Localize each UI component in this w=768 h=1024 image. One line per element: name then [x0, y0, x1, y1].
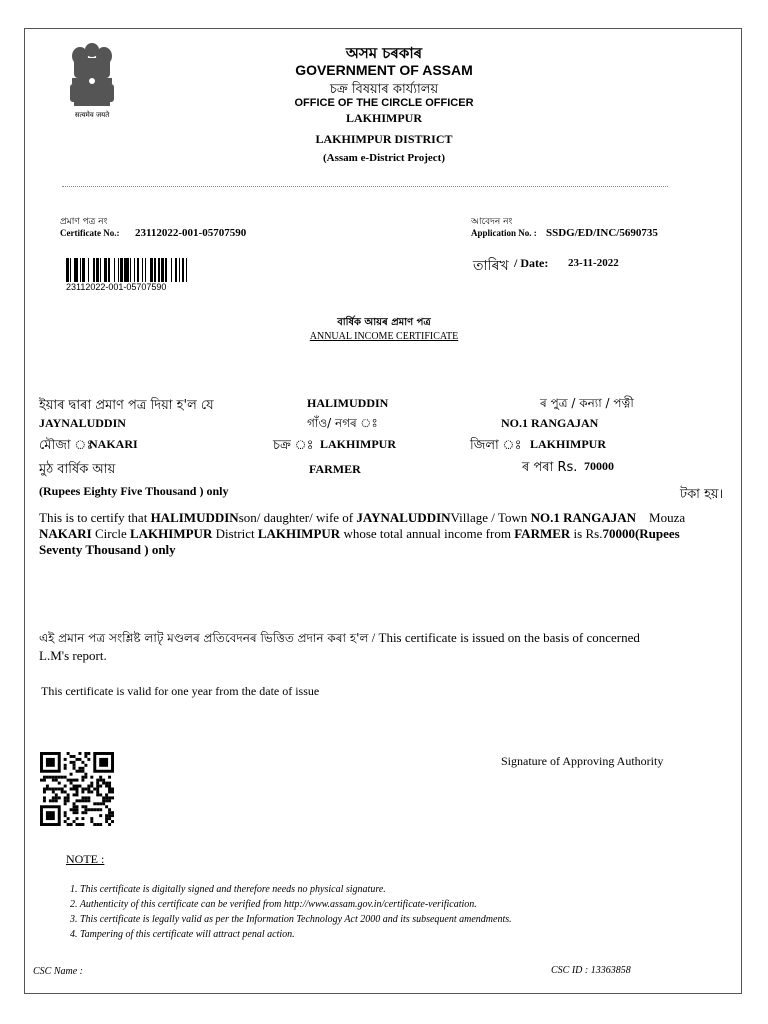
taka-as: টকা হয়। [680, 487, 724, 502]
note-item: 1. This certificate is digitally signed and therefore needs no physical signature. [70, 884, 386, 895]
date-value: 23-11-2022 [568, 257, 619, 269]
mouza-value: NAKARI [89, 437, 138, 451]
header-circle: LAKHIMPUR [346, 111, 422, 125]
emblem-motto: सत्यमेव जयते [74, 111, 110, 119]
barcode-text: 23112022-001-05707590 [66, 282, 167, 292]
date-label: / Date: [514, 256, 549, 270]
relation-as: ৰ পুত্ৰ / কন্যা / পত্নী [540, 396, 634, 410]
app-no-label-as: আবেদন নং [471, 217, 513, 227]
signature-label: Signature of Approving Authority [501, 754, 664, 768]
note-item: 3. This certificate is legally valid as per the Information Technology Act 2000 and its subsequent amendments. [70, 914, 512, 925]
basis-paragraph: এই প্ৰমান পত্ৰ সংশ্লিষ্ট লাটৃ মণ্ডলৰ প্ৰতিবেদনৰ ভিত্তিত প্ৰদান কৰা হ'ল / This certificate is issued on the basis of concerned L.M's report. [39, 630, 640, 663]
csc-name-label: CSC Name : [33, 966, 83, 977]
person-name: HALIMUDDIN [307, 396, 389, 410]
title-en: ANNUAL INCOME CERTIFICATE [309, 331, 459, 342]
income-label-as: মুঠ বাৰ্ষিক আয় [39, 462, 116, 477]
amount-value: 70000 [584, 459, 614, 473]
validity-text: This certificate is valid for one year from the date of issue [41, 684, 320, 698]
income-source: FARMER [309, 462, 361, 476]
village-label-as: গাঁও/ নগৰ ঃ [307, 416, 378, 430]
app-no-label: Application No. : [471, 228, 537, 238]
cert-no-label: Certificate No.: [60, 228, 120, 238]
date-label-as: তাৰিখ [473, 258, 509, 274]
note-heading: NOTE : [66, 852, 105, 866]
intro-as: ইয়াৰ দ্বাৰা প্ৰমাণ পত্ৰ দিয়া হ'ল যে [39, 398, 214, 413]
father-name: JAYNALUDDIN [39, 416, 126, 430]
district-label-as: জিলা ঃ [470, 438, 522, 453]
separator-line [62, 186, 668, 187]
qr-code [40, 752, 114, 826]
mouza-label-as: মৌজা ঃ [39, 438, 94, 453]
cert-no-value: 23112022-001-05707590 [135, 227, 247, 239]
header-district: LAKHIMPUR DISTRICT [315, 132, 453, 146]
header-office-as: চক্ৰ বিষয়াৰ কাৰ্য্যালয় [329, 82, 439, 97]
header-gov-as: অসম চৰকাৰ [345, 44, 423, 62]
circle-label-as: চক্ৰ ঃ [273, 438, 314, 453]
cert-no-label-as: প্ৰমাণ পত্ৰ নং [60, 217, 108, 227]
village-value: NO.1 RANGAJAN [501, 416, 599, 430]
header-office-en: OFFICE OF THE CIRCLE OFFICER [294, 97, 474, 109]
app-no-value: SSDG/ED/INC/5690735 [546, 227, 658, 239]
district-value: LAKHIMPUR [530, 437, 606, 451]
header-project: (Assam e-District Project) [323, 152, 445, 164]
barcode [66, 258, 190, 282]
csc-id: CSC ID : 13363858 [551, 965, 631, 976]
header-gov-en: GOVERNMENT OF ASSAM [295, 62, 473, 78]
certify-paragraph: This is to certify that HALIMUDDINson/ daughter/ wife of JAYNALUDDINVillage / Town NO.1 RANGAJAN Mouza NAKARI Circle LAKHIMPUR District LAKHIMPUR whose total annual income from FARMER is Rs.70000(Rupees Seventy Thousand ) only [39, 510, 689, 557]
circle-value: LAKHIMPUR [320, 437, 396, 451]
note-item: 2. Authenticity of this certificate can be verified from http://www.assam.gov.in/certificate-verification. [70, 899, 477, 910]
amount-label-as: ৰ পৰা Rs. [522, 460, 578, 475]
amount-words: (Rupees Eighty Five Thousand ) only [39, 484, 229, 498]
title-as: বাৰ্ষিক আয়ৰ প্ৰমাণ পত্ৰ [337, 317, 431, 328]
note-list [70, 882, 710, 942]
national-emblem [62, 40, 122, 124]
note-item: 4. Tampering of this certificate will attract penal action. [70, 929, 295, 940]
